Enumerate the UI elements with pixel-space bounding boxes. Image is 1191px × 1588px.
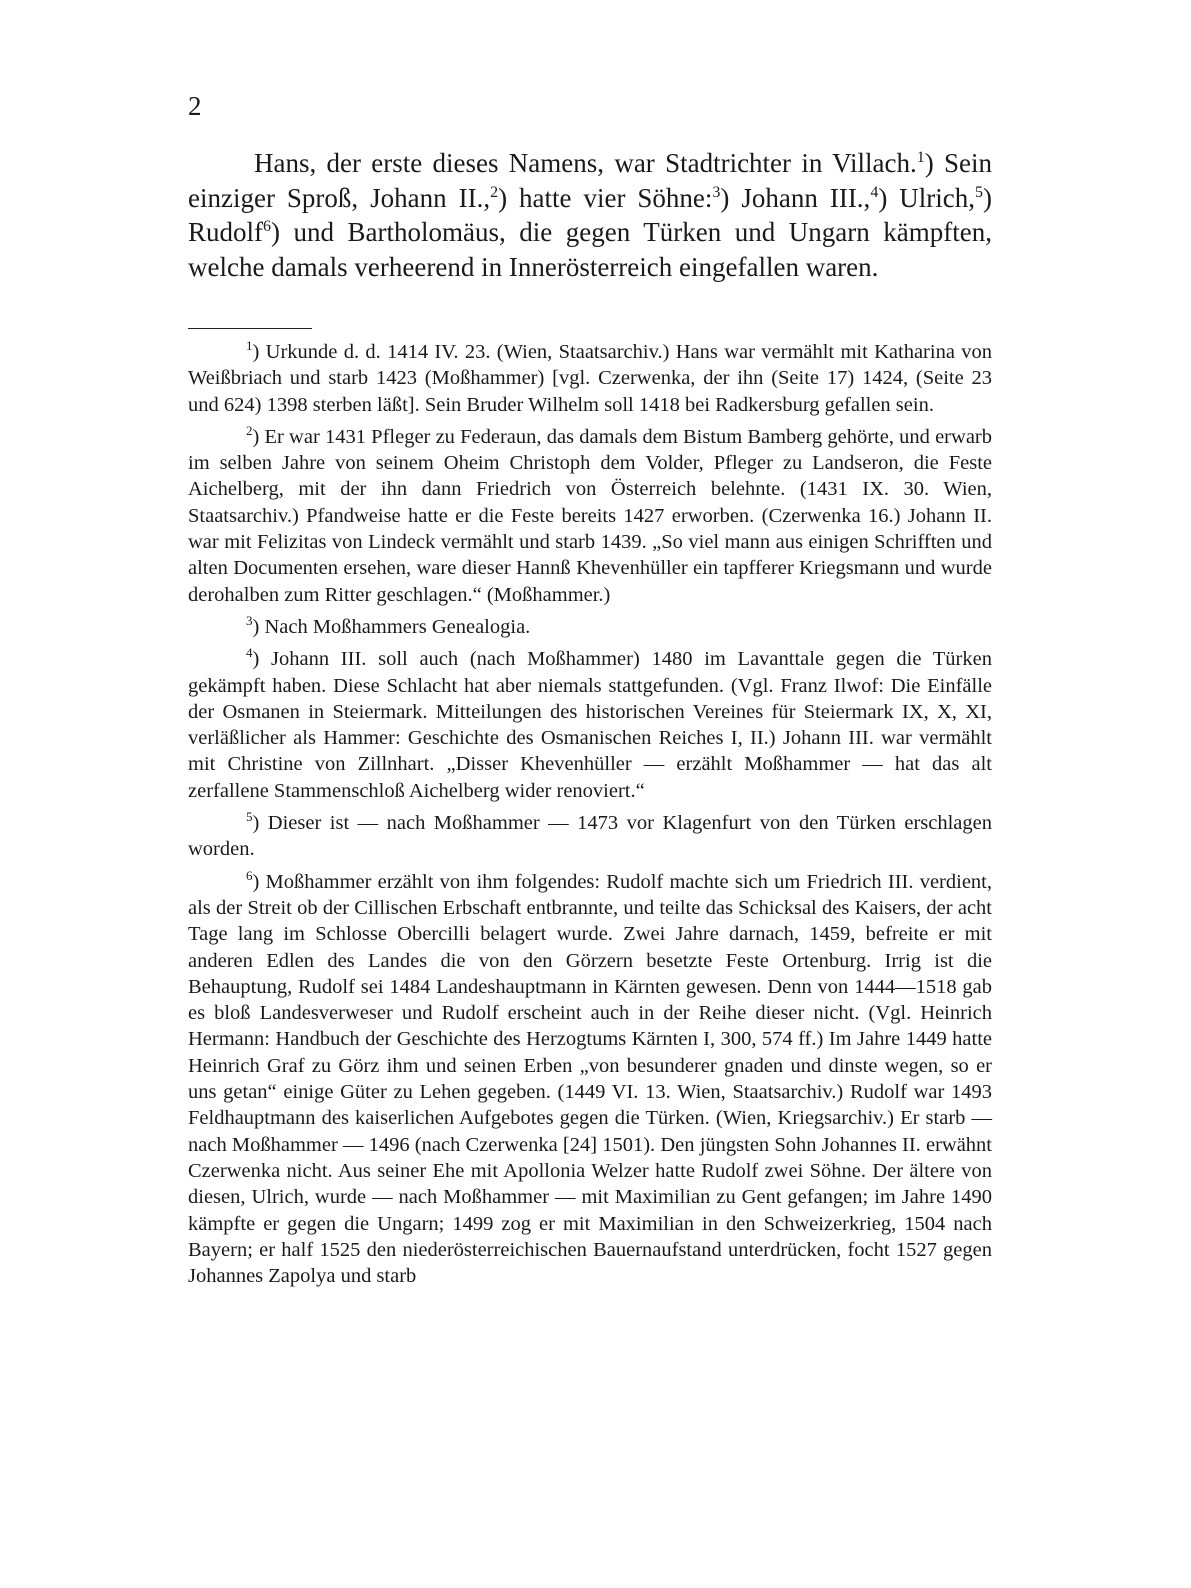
footnote-text: ) Er war 1431 Pfleger zu Federaun, das damals dem Bistum Bamberg gehörte, und erwarb im selben Jahre von seinem Oheim Christoph dem Volder, Pfleger zu Landseron, die Feste Aichelberg, mit der ihn dann Friedrich von Österreich belehnte. (1431 IX. 30. Wien, Staatsarchiv.) Pfandweise hatte er die Feste bereits 1427 erworben. (Czerwenka 16.) Johann II. war mit Felizitas von Lindeck vermählt und starb 1439. „So viel mann aus einigen Schrifften und alten Documenten ersehen, ware dieser Hannß Khevenhüller ein tapfferer Kriegsmann und wurde derohalben zum Ritter geschlagen.“ (Moßhammer.) xyxy=(188,425,992,606)
footnote-marker: 4 xyxy=(246,645,253,661)
main-text-segment: ) Sein einziger Sproß, Johann II., xyxy=(188,148,992,213)
footnote-text: ) Dieser ist — nach Moßhammer — 1473 vor Klagenfurt von den Türken erschlagen worden. xyxy=(188,812,992,861)
footnote-marker: 6 xyxy=(246,867,253,883)
footnotes-section xyxy=(188,339,992,1295)
main-text-segment: ) Ulrich, xyxy=(878,182,975,213)
footnote-ref: 5 xyxy=(975,183,983,201)
footnote-1 xyxy=(188,339,992,418)
footnote-text: ) Nach Moßhammers Genealogia. xyxy=(252,615,531,638)
footnote-6 xyxy=(188,869,992,1290)
footnote-5 xyxy=(188,810,992,863)
footnote-ref: 1 xyxy=(916,149,925,166)
footnote-marker: 2 xyxy=(246,423,253,439)
main-text-segment: ) Rudolf xyxy=(188,182,992,247)
footnote-text: ) Moßhammer erzählt von ihm folgendes: Rudolf machte sich um Friedrich III. verdient, als der Streit ob der Cillischen Erbschaft entbrannte, und teilte das Schicksal des Kaisers, der acht Tage lang im Schlosse Obercilli belagert wurde. Zwei Jahre darnach, 1459, befreite er mit anderen Edlen des Landes die von den Görzern besetzte Feste Ortenburg. Irrig ist die Behauptung, Rudolf sei 1484 Landeshauptmann in Kärnten gewesen. Denn von 1444—1518 gab es bloß Landesverweser und Rudolf erscheint auch in der Reihe dieser nicht. (Vgl. Heinrich Hermann: Handbuch der Geschichte des Herzogtums Kärnten I, 300, 574 ff.) Im Jahre 1449 hatte Heinrich Graf zu Görz ihm und seinen Erben „von besunderer gnaden und dinste wegen, so er uns getan“ einige Güter zu Lehen gegeben. (1449 VI. 13. Wien, Staatsarchiv.) Rudolf war 1493 Feldhauptmann des kaiserlichen Aufgebotes gegen die Türken. (Wien, Kriegsarchiv.) Er starb — nach Moßhammer — 1496 (nach Czerwenka [24] 1501). Den jüngsten Sohn Johannes II. erwähnt Czerwenka nicht. Aus seiner Ehe mit Apollonia Welzer hatte Rudolf zwei Söhne. Der ältere von diesen, Ulrich, wurde — nach Moßhammer — mit Maximilian zu Gent gefangen; im Jahre 1490 kämpfte er gegen die Ungarn; 1499 zog er mit Maximilian in den Schweizerkrieg, 1504 nach Bayern; er half 1525 den niederösterreichischen Bauernaufstand unterdrücken, focht 1527 gegen Johannes Zapolya und starb xyxy=(188,870,992,1288)
page-number: 2 xyxy=(188,91,202,121)
footnote-ref: 3 xyxy=(712,183,721,201)
footnote-4 xyxy=(188,646,992,804)
footnote-ref: 4 xyxy=(870,183,879,201)
main-text-segment: ) Johann III., xyxy=(720,182,871,213)
main-text-segment: Hans, der erste dieses Namens, war Stadtrichter in Villach. xyxy=(254,148,917,178)
footnote-text: ) Urkunde d. d. 1414 IV. 23. (Wien, Staatsarchiv.) Hans war vermählt mit Katharina von Weißbriach und starb 1423 (Moßhammer) [vgl. Czerwenka, der ihn (Seite 17) 1424, (Seite 23 und 624) 1398 sterben läßt]. Sein Bruder Wilhelm soll 1418 bei Radkersburg gefallen sein. xyxy=(188,341,992,416)
main-text-segment: ) und Bartholomäus, die gegen Türken und Ungarn kämpften, welche damals verheerend in Innerösterreich eingefallen waren. xyxy=(188,217,992,282)
footnote-separator xyxy=(188,328,312,329)
footnote-2 xyxy=(188,424,992,608)
footnote-ref: 6 xyxy=(263,218,272,235)
main-text-segment: ) hatte vier Söhne: xyxy=(498,182,713,213)
footnote-marker: 3 xyxy=(246,613,253,629)
footnote-ref: 2 xyxy=(490,183,499,201)
footnote-marker: 1 xyxy=(246,338,253,354)
footnote-3 xyxy=(188,614,992,640)
footnote-text: ) Johann III. soll auch (nach Moßhammer) 1480 im Lavanttale gegen die Türken gekämpft haben. Diese Schlacht hat aber niemals stattgefunden. (Vgl. Franz Ilwof: Die Einfälle der Osmanen in Steiermark. Mitteilungen des historischen Vereines für Steiermark IX, X, XI, verläßlicher als Hammer: Geschichte des Osmanischen Reiches I, II.) Johann III. war vermählt mit Christine von Zillnhart. „Disser Khevenhüller — erzählt Moßhammer — hat das alt zerfallene Stammenschloß Aichelberg wider renoviert.“ xyxy=(188,648,992,802)
footnote-marker: 5 xyxy=(246,809,253,825)
main-paragraph xyxy=(188,146,992,284)
